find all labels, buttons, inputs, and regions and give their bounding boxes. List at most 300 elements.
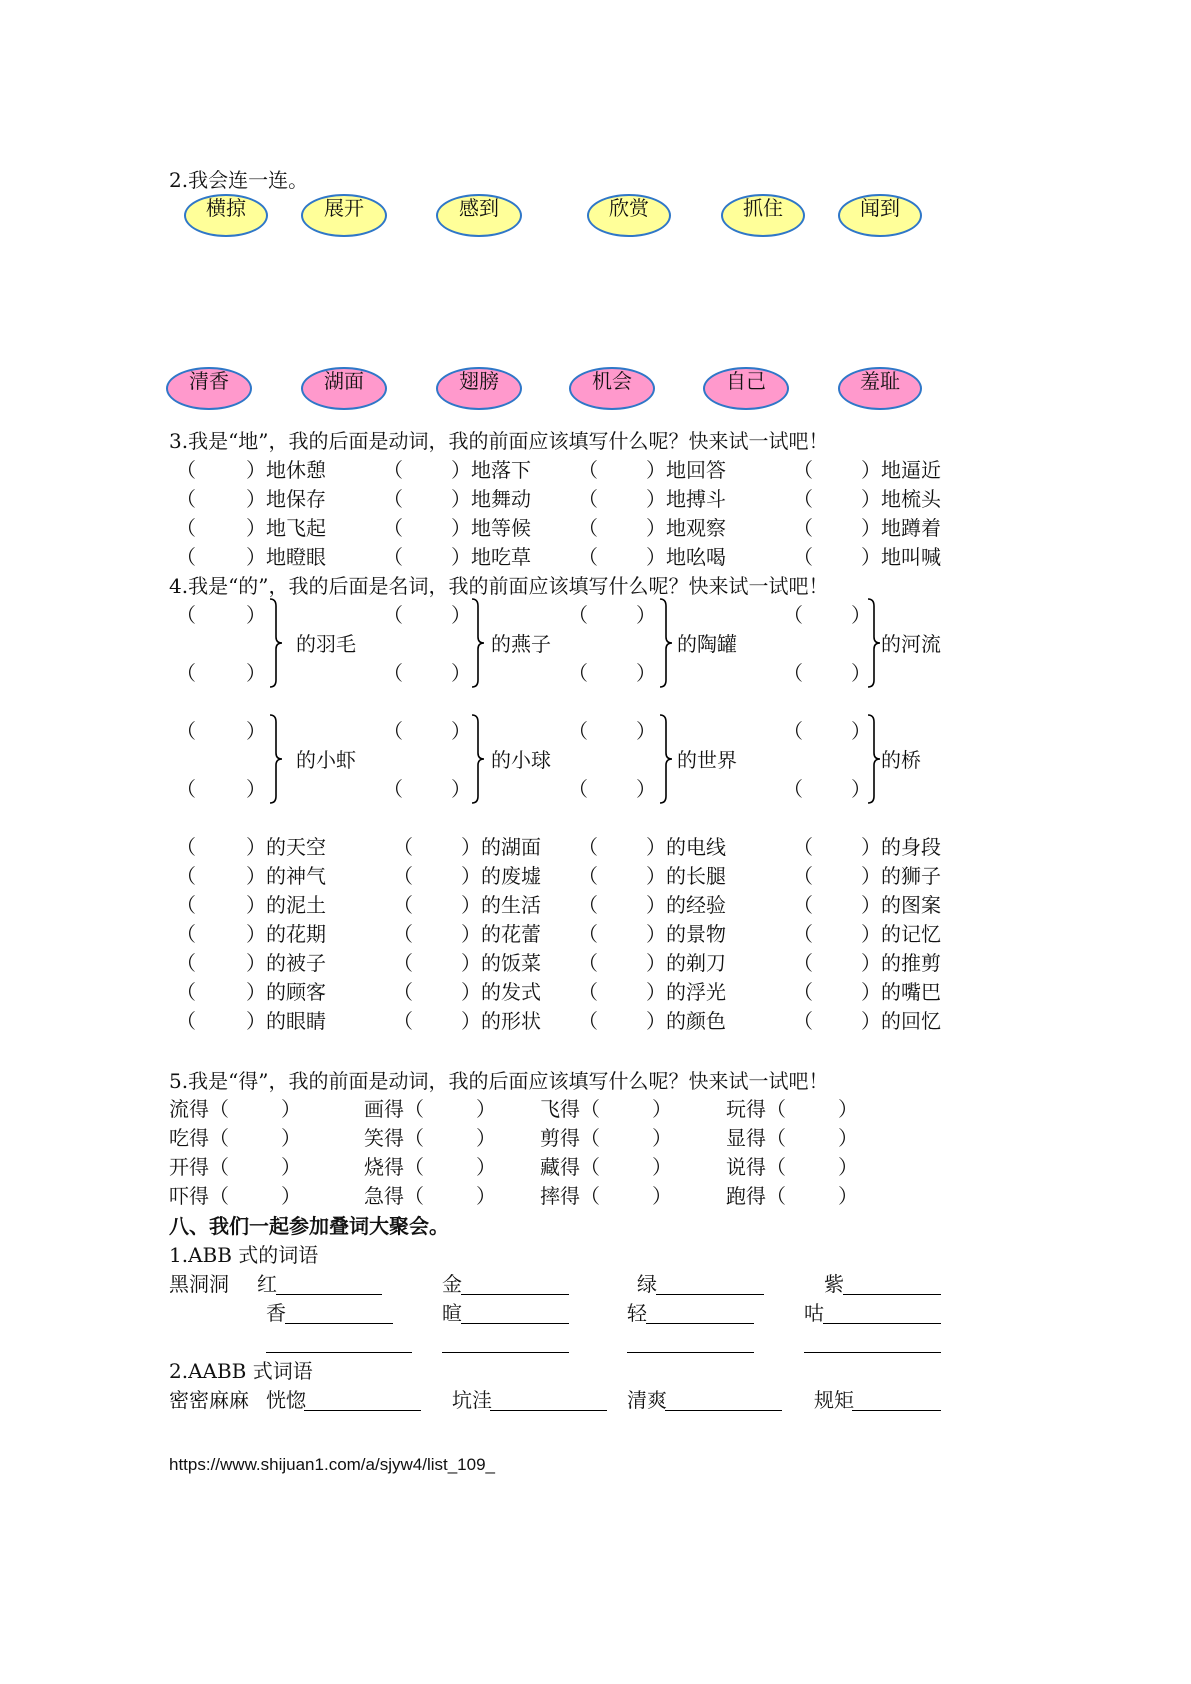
paren-open: （: [209, 1155, 229, 1179]
paren-open: （: [793, 893, 813, 917]
abb-blank[interactable]: [823, 1323, 941, 1324]
paren-close: ）: [461, 835, 481, 859]
q4-group-word: 的世界: [677, 748, 737, 772]
abb-prefix: 红: [257, 1272, 277, 1296]
answer-slot[interactable]: [403, 661, 451, 685]
q3-title: 3.我是“地”，我的后面是动词，我的前面应该填写什么呢？快来试一试吧！: [169, 429, 829, 453]
paren-close: ）: [851, 661, 871, 685]
answer-slot[interactable]: [196, 487, 246, 511]
aabb-prefix: 恍惚: [266, 1388, 306, 1412]
paren-close: ）: [838, 1126, 858, 1150]
abb-prefix: 绿: [637, 1272, 657, 1296]
paren-close: ）: [461, 1009, 481, 1033]
answer-slot[interactable]: [403, 603, 451, 627]
answer-slot[interactable]: [803, 603, 851, 627]
paren-open: （: [766, 1126, 786, 1150]
paren-close: ）: [646, 1009, 666, 1033]
answer-slot[interactable]: [413, 835, 461, 859]
q4-word: 的电线: [666, 835, 726, 859]
aabb-prefix: 规矩: [814, 1388, 854, 1412]
q4-word: 的神气: [266, 864, 326, 888]
paren-open: （: [783, 777, 803, 801]
answer-slot[interactable]: [598, 1009, 646, 1033]
answer-slot[interactable]: [424, 1097, 476, 1121]
paren-open: （: [578, 458, 598, 482]
q4-group-word: 的河流: [881, 632, 941, 656]
q4-word: 的发式: [481, 980, 541, 1004]
answer-slot[interactable]: [196, 922, 246, 946]
answer-slot[interactable]: [403, 545, 451, 569]
match-top-word[interactable]: 横掠: [184, 194, 268, 237]
q4-word: 的嘴巴: [881, 980, 941, 1004]
answer-slot[interactable]: [196, 893, 246, 917]
answer-slot[interactable]: [813, 864, 861, 888]
match-bottom-word[interactable]: 羞耻: [838, 367, 922, 410]
answer-slot[interactable]: [598, 951, 646, 975]
paren-close: ）: [246, 777, 266, 801]
answer-slot[interactable]: [588, 777, 636, 801]
paren-open: （: [578, 835, 598, 859]
answer-slot[interactable]: [588, 719, 636, 743]
paren-close: ）: [861, 922, 881, 946]
answer-slot[interactable]: [229, 1184, 281, 1208]
answer-slot[interactable]: [813, 1009, 861, 1033]
answer-slot[interactable]: [803, 777, 851, 801]
answer-slot[interactable]: [413, 951, 461, 975]
answer-slot[interactable]: [598, 516, 646, 540]
answer-slot[interactable]: [413, 864, 461, 888]
answer-slot[interactable]: [424, 1126, 476, 1150]
match-bottom-word[interactable]: 湖面: [301, 367, 387, 410]
answer-slot[interactable]: [813, 487, 861, 511]
paren-close: ）: [246, 951, 266, 975]
aabb-prefix: 清爽: [627, 1388, 667, 1412]
q3-word: 地舞动: [471, 487, 531, 511]
paren-open: （: [578, 893, 598, 917]
q4-group-word: 的陶罐: [677, 632, 737, 656]
paren-open: （: [793, 835, 813, 859]
aabb-blank[interactable]: [304, 1410, 421, 1411]
q4-group-word: 的燕子: [491, 632, 551, 656]
answer-slot[interactable]: [403, 487, 451, 511]
q4-word: 的顾客: [266, 980, 326, 1004]
q5-word: 玩得: [726, 1097, 766, 1121]
paren-close: ）: [246, 516, 266, 540]
answer-slot[interactable]: [196, 719, 246, 743]
answer-slot[interactable]: [196, 1009, 246, 1033]
answer-slot[interactable]: [588, 661, 636, 685]
answer-slot[interactable]: [813, 893, 861, 917]
abb-example: 黑洞洞: [169, 1272, 229, 1296]
answer-slot[interactable]: [403, 719, 451, 743]
q5-word: 说得: [726, 1155, 766, 1179]
paren-close: ）: [281, 1155, 301, 1179]
paren-close: ）: [652, 1126, 672, 1150]
q3-word: 地落下: [471, 458, 531, 482]
paren-close: ）: [861, 516, 881, 540]
paren-close: ）: [636, 661, 656, 685]
right-brace: [658, 598, 674, 688]
answer-slot[interactable]: [196, 951, 246, 975]
answer-slot[interactable]: [600, 1184, 652, 1208]
answer-slot[interactable]: [598, 545, 646, 569]
paren-open: （: [383, 487, 403, 511]
paren-open: （: [393, 922, 413, 946]
q4-group-word: 的桥: [881, 748, 921, 772]
answer-slot[interactable]: [588, 603, 636, 627]
answer-slot[interactable]: [803, 661, 851, 685]
paren-close: ）: [861, 458, 881, 482]
paren-open: （: [580, 1097, 600, 1121]
paren-open: （: [393, 1009, 413, 1033]
abb-subtitle: 1.ABB 式的词语: [169, 1243, 319, 1267]
aabb-prefix: 坑洼: [452, 1388, 492, 1412]
q5-word: 急得: [364, 1184, 404, 1208]
q5-word: 跑得: [726, 1184, 766, 1208]
answer-slot[interactable]: [600, 1126, 652, 1150]
paren-open: （: [580, 1126, 600, 1150]
q5-word: 剪得: [540, 1126, 580, 1150]
paren-close: ）: [246, 864, 266, 888]
paren-close: ）: [838, 1155, 858, 1179]
answer-slot[interactable]: [786, 1184, 838, 1208]
q3-word: 地休憩: [266, 458, 326, 482]
q3-word: 地瞪眼: [266, 545, 326, 569]
q5-word: 烧得: [364, 1155, 404, 1179]
answer-slot[interactable]: [813, 458, 861, 482]
paren-open: （: [793, 951, 813, 975]
paren-close: ）: [838, 1097, 858, 1121]
answer-slot[interactable]: [413, 1009, 461, 1033]
paren-open: （: [176, 951, 196, 975]
q4-word: 的饭菜: [481, 951, 541, 975]
paren-close: ）: [636, 603, 656, 627]
q4-group-word: 的小虾: [296, 748, 356, 772]
paren-open: （: [404, 1155, 424, 1179]
match-bottom-word[interactable]: 清香: [166, 367, 252, 410]
answer-slot[interactable]: [196, 545, 246, 569]
paren-open: （: [766, 1155, 786, 1179]
paren-close: ）: [281, 1097, 301, 1121]
answer-slot[interactable]: [413, 922, 461, 946]
paren-close: ）: [246, 835, 266, 859]
paren-open: （: [393, 864, 413, 888]
paren-open: （: [578, 922, 598, 946]
abb-blank[interactable]: [276, 1294, 382, 1295]
answer-slot[interactable]: [229, 1126, 281, 1150]
paren-close: ）: [646, 835, 666, 859]
paren-close: ）: [246, 980, 266, 1004]
q4-word: 的颜色: [666, 1009, 726, 1033]
paren-close: ）: [451, 603, 471, 627]
abb-blank[interactable]: [285, 1323, 393, 1324]
q3-word: 地飞起: [266, 516, 326, 540]
paren-close: ）: [851, 777, 871, 801]
paren-close: ）: [461, 864, 481, 888]
answer-slot[interactable]: [598, 835, 646, 859]
answer-slot[interactable]: [598, 922, 646, 946]
answer-slot[interactable]: [196, 864, 246, 888]
answer-slot[interactable]: [424, 1184, 476, 1208]
paren-open: （: [404, 1126, 424, 1150]
q4-word: 的天空: [266, 835, 326, 859]
paren-open: （: [793, 922, 813, 946]
paren-close: ）: [851, 719, 871, 743]
abb-prefix: 香: [266, 1301, 286, 1325]
paren-open: （: [793, 980, 813, 1004]
paren-open: （: [176, 487, 196, 511]
paren-open: （: [568, 603, 588, 627]
right-brace: [866, 598, 882, 688]
q5-word: 吓得: [169, 1184, 209, 1208]
paren-close: ）: [451, 516, 471, 540]
match-top-word[interactable]: 欣赏: [587, 194, 671, 237]
paren-open: （: [793, 1009, 813, 1033]
q5-word: 开得: [169, 1155, 209, 1179]
right-brace: [470, 714, 486, 804]
q4-word: 的剃刀: [666, 951, 726, 975]
answer-slot[interactable]: [403, 777, 451, 801]
answer-slot[interactable]: [413, 893, 461, 917]
paren-open: （: [383, 516, 403, 540]
paren-open: （: [580, 1155, 600, 1179]
paren-close: ）: [246, 603, 266, 627]
aabb-blank[interactable]: [490, 1410, 607, 1411]
paren-open: （: [176, 980, 196, 1004]
paren-open: （: [580, 1184, 600, 1208]
abb-blank[interactable]: [627, 1352, 754, 1353]
paren-open: （: [209, 1097, 229, 1121]
answer-slot[interactable]: [786, 1155, 838, 1179]
match-bottom-word[interactable]: 自己: [703, 367, 789, 410]
answer-slot[interactable]: [403, 516, 451, 540]
paren-close: ）: [281, 1126, 301, 1150]
right-brace: [470, 598, 486, 688]
answer-slot[interactable]: [600, 1155, 652, 1179]
q4-word: 的经验: [666, 893, 726, 917]
match-bottom-word[interactable]: 翅膀: [436, 367, 522, 410]
aabb-blank[interactable]: [852, 1410, 941, 1411]
paren-open: （: [568, 661, 588, 685]
paren-open: （: [783, 661, 803, 685]
q4-word: 的眼睛: [266, 1009, 326, 1033]
paren-close: ）: [646, 545, 666, 569]
match-top-word[interactable]: 抓住: [721, 194, 805, 237]
paren-open: （: [393, 835, 413, 859]
q5-word: 吃得: [169, 1126, 209, 1150]
paren-open: （: [578, 980, 598, 1004]
paren-open: （: [383, 719, 403, 743]
paren-open: （: [176, 516, 196, 540]
q4-title: 4.我是“的”，我的后面是名词，我的前面应该填写什么呢？快来试一试吧！: [169, 574, 829, 598]
paren-open: （: [176, 864, 196, 888]
answer-slot[interactable]: [786, 1126, 838, 1150]
abb-blank[interactable]: [266, 1352, 412, 1353]
answer-slot[interactable]: [196, 516, 246, 540]
q4-word: 的身段: [881, 835, 941, 859]
q4-word: 的图案: [881, 893, 941, 917]
answer-slot[interactable]: [813, 922, 861, 946]
paren-close: ）: [451, 487, 471, 511]
paren-open: （: [393, 893, 413, 917]
right-brace: [268, 598, 284, 688]
answer-slot[interactable]: [813, 516, 861, 540]
q5-word: 笑得: [364, 1126, 404, 1150]
q4-word: 的推剪: [881, 951, 941, 975]
q4-word: 的被子: [266, 951, 326, 975]
abb-prefix: 轻: [627, 1301, 647, 1325]
paren-open: （: [766, 1184, 786, 1208]
paren-close: ）: [461, 893, 481, 917]
answer-slot[interactable]: [413, 980, 461, 1004]
abb-blank[interactable]: [804, 1352, 941, 1353]
answer-slot[interactable]: [598, 487, 646, 511]
q4-word: 的记忆: [881, 922, 941, 946]
paren-open: （: [209, 1184, 229, 1208]
q3-word: 地搏斗: [666, 487, 726, 511]
q3-word: 地保存: [266, 487, 326, 511]
answer-slot[interactable]: [403, 458, 451, 482]
q3-word: 地等候: [471, 516, 531, 540]
paren-close: ）: [646, 951, 666, 975]
answer-slot[interactable]: [196, 603, 246, 627]
answer-slot[interactable]: [598, 458, 646, 482]
paren-open: （: [176, 661, 196, 685]
paren-close: ）: [451, 719, 471, 743]
answer-slot[interactable]: [813, 545, 861, 569]
q4-word: 的生活: [481, 893, 541, 917]
paren-close: ）: [451, 545, 471, 569]
abb-blank[interactable]: [843, 1294, 941, 1295]
paren-open: （: [393, 951, 413, 975]
paren-close: ）: [451, 661, 471, 685]
q3-word: 地梳头: [881, 487, 941, 511]
abb-prefix: 暄: [442, 1301, 462, 1325]
paren-open: （: [783, 603, 803, 627]
paren-close: ）: [636, 777, 656, 801]
answer-slot[interactable]: [598, 893, 646, 917]
answer-slot[interactable]: [196, 661, 246, 685]
paren-open: （: [176, 458, 196, 482]
abb-blank[interactable]: [442, 1352, 569, 1353]
answer-slot[interactable]: [424, 1155, 476, 1179]
paren-close: ）: [646, 980, 666, 1004]
paren-open: （: [176, 777, 196, 801]
answer-slot[interactable]: [196, 458, 246, 482]
paren-open: （: [176, 922, 196, 946]
q4-word: 的景物: [666, 922, 726, 946]
abb-blank[interactable]: [461, 1294, 569, 1295]
paren-close: ）: [861, 1009, 881, 1033]
paren-close: ）: [246, 487, 266, 511]
abb-blank[interactable]: [461, 1323, 569, 1324]
paren-close: ）: [476, 1126, 496, 1150]
q4-word: 的回忆: [881, 1009, 941, 1033]
answer-slot[interactable]: [813, 951, 861, 975]
q3-word: 地观察: [666, 516, 726, 540]
answer-slot[interactable]: [598, 864, 646, 888]
aabb-blank[interactable]: [665, 1410, 782, 1411]
paren-open: （: [783, 719, 803, 743]
paren-open: （: [176, 545, 196, 569]
paren-close: ）: [861, 545, 881, 569]
paren-open: （: [568, 719, 588, 743]
q4-word: 的泥土: [266, 893, 326, 917]
right-brace: [658, 714, 674, 804]
paren-open: （: [793, 545, 813, 569]
answer-slot[interactable]: [229, 1097, 281, 1121]
paren-close: ）: [861, 951, 881, 975]
paren-open: （: [578, 864, 598, 888]
answer-slot[interactable]: [196, 980, 246, 1004]
paren-open: （: [383, 603, 403, 627]
paren-close: ）: [476, 1097, 496, 1121]
answer-slot[interactable]: [803, 719, 851, 743]
paren-close: ）: [838, 1184, 858, 1208]
q5-word: 藏得: [540, 1155, 580, 1179]
q5-word: 显得: [726, 1126, 766, 1150]
paren-close: ）: [476, 1155, 496, 1179]
match-top-word[interactable]: 展开: [301, 194, 387, 237]
q4-word: 的花期: [266, 922, 326, 946]
paren-open: （: [793, 487, 813, 511]
paren-close: ）: [476, 1184, 496, 1208]
q5-word: 流得: [169, 1097, 209, 1121]
q5-word: 飞得: [540, 1097, 580, 1121]
answer-slot[interactable]: [813, 980, 861, 1004]
paren-open: （: [793, 864, 813, 888]
answer-slot[interactable]: [196, 835, 246, 859]
paren-open: （: [176, 1009, 196, 1033]
q4-group-word: 的羽毛: [296, 632, 356, 656]
q5-title: 5.我是“得”，我的前面是动词，我的后面应该填写什么呢？快来试一试吧！: [169, 1069, 829, 1093]
abb-blank[interactable]: [646, 1323, 754, 1324]
paren-close: ）: [861, 864, 881, 888]
right-brace: [268, 714, 284, 804]
paren-close: ）: [646, 458, 666, 482]
answer-slot[interactable]: [786, 1097, 838, 1121]
paren-open: （: [209, 1126, 229, 1150]
q4-word: 的形状: [481, 1009, 541, 1033]
paren-open: （: [766, 1097, 786, 1121]
answer-slot[interactable]: [600, 1097, 652, 1121]
paren-close: ）: [646, 922, 666, 946]
q4-word: 的废墟: [481, 864, 541, 888]
q3-word: 地逼近: [881, 458, 941, 482]
match-top-word[interactable]: 感到: [436, 194, 522, 237]
answer-slot[interactable]: [813, 835, 861, 859]
answer-slot[interactable]: [229, 1155, 281, 1179]
match-bottom-word[interactable]: 机会: [569, 367, 655, 410]
paren-close: ）: [461, 980, 481, 1004]
paren-close: ）: [246, 458, 266, 482]
footer-url[interactable]: https://www.shijuan1.com/a/sjyw4/list_109_: [169, 1455, 495, 1474]
answer-slot[interactable]: [598, 980, 646, 1004]
paren-close: ）: [636, 719, 656, 743]
paren-open: （: [176, 893, 196, 917]
paren-open: （: [176, 603, 196, 627]
paren-close: ）: [246, 922, 266, 946]
q3-word: 地叫喊: [881, 545, 941, 569]
q4-word: 的花蕾: [481, 922, 541, 946]
match-top-word[interactable]: 闻到: [838, 194, 922, 237]
aabb-example: 密密麻麻: [169, 1388, 249, 1412]
abb-blank[interactable]: [656, 1294, 764, 1295]
answer-slot[interactable]: [196, 777, 246, 801]
q4-word: 的浮光: [666, 980, 726, 1004]
abb-prefix: 紫: [824, 1272, 844, 1296]
paren-close: ）: [246, 893, 266, 917]
